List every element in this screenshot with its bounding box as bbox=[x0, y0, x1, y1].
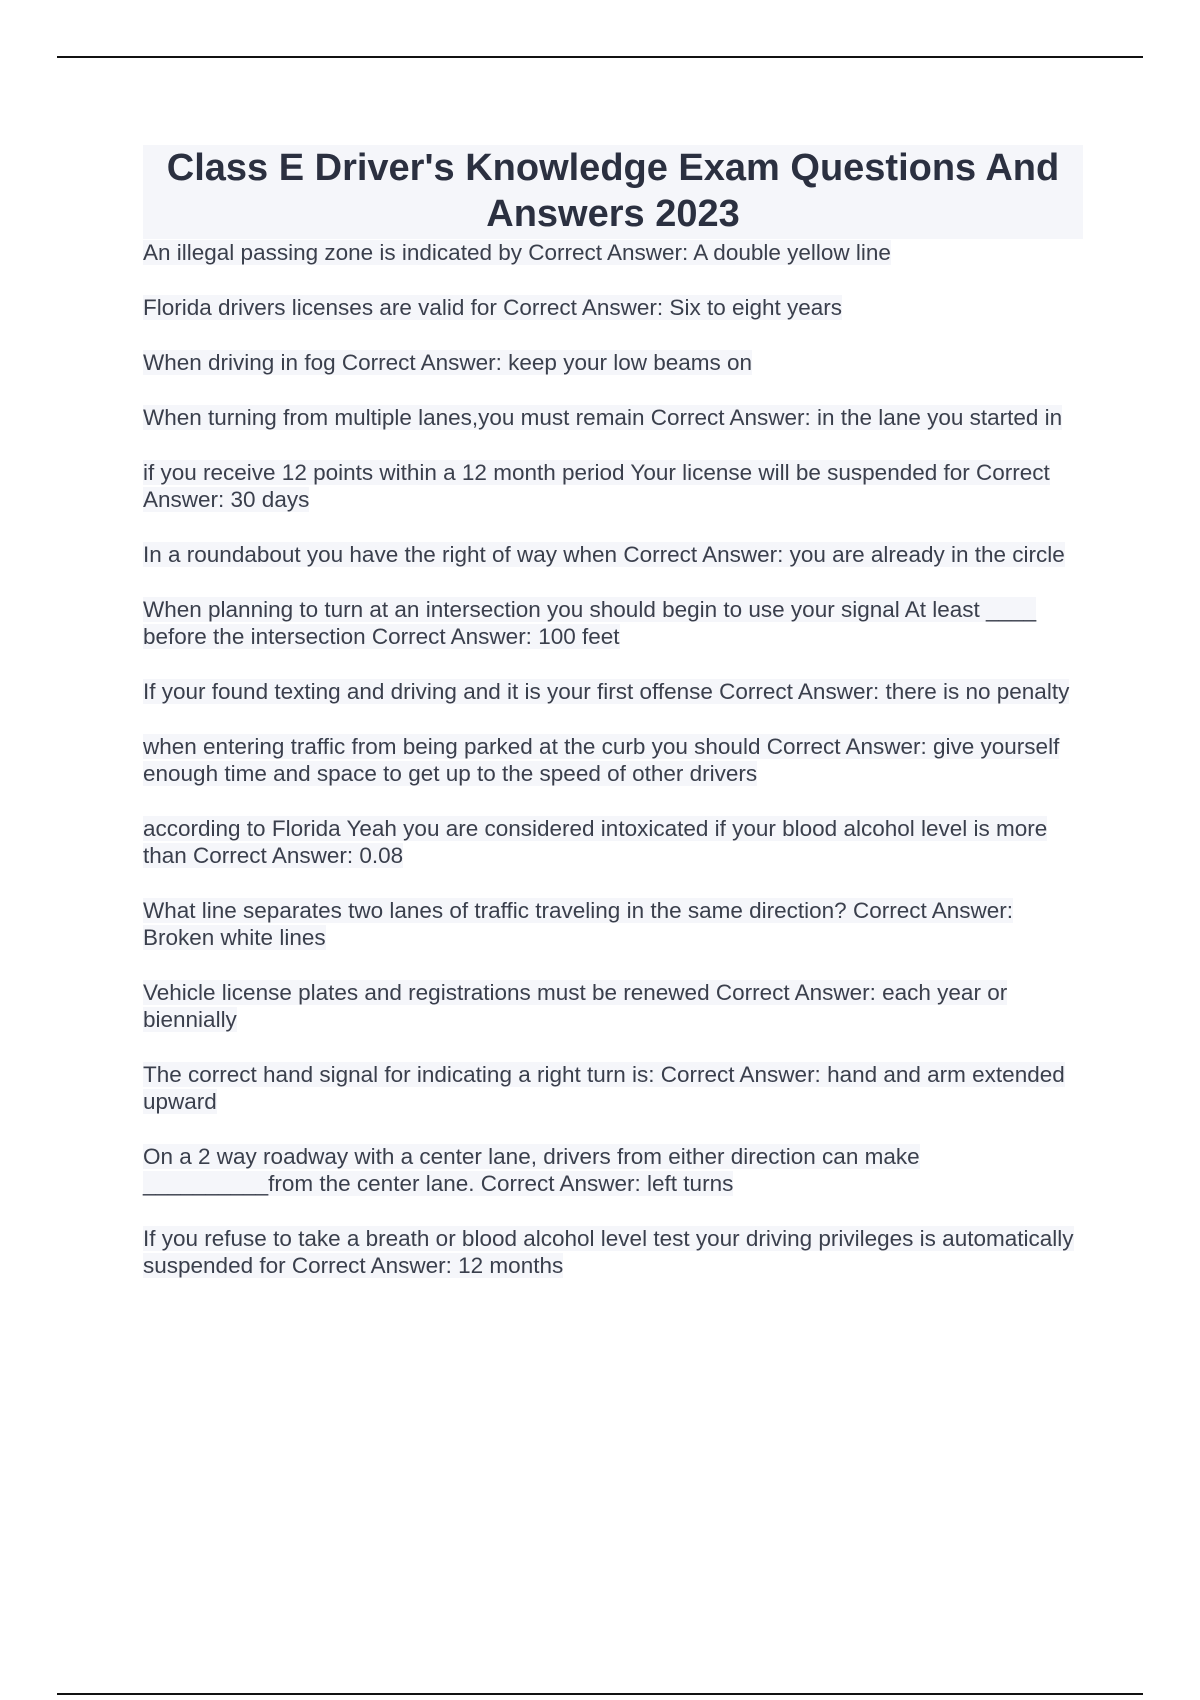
qa-text: The correct hand signal for indicating a right turn is: Correct Answer: hand and arm extended upward bbox=[143, 1062, 1065, 1114]
qa-item bbox=[143, 239, 1083, 266]
top-rule bbox=[57, 56, 1143, 58]
qa-item bbox=[143, 596, 1083, 650]
qa-item bbox=[143, 897, 1083, 951]
bottom-rule bbox=[57, 1693, 1143, 1695]
qa-text: On a 2 way roadway with a center lane, drivers from either direction can make __________from the center lane. Correct Answer: left turns bbox=[143, 1144, 920, 1196]
qa-item bbox=[143, 404, 1083, 431]
qa-text: When turning from multiple lanes,you must remain Correct Answer: in the lane you started in bbox=[143, 405, 1063, 430]
qa-item bbox=[143, 733, 1083, 787]
qa-item bbox=[143, 294, 1083, 321]
qa-text: When driving in fog Correct Answer: keep your low beams on bbox=[143, 350, 753, 375]
qa-text: Vehicle license plates and registrations must be renewed Correct Answer: each year or biennially bbox=[143, 980, 1008, 1032]
qa-item bbox=[143, 979, 1083, 1033]
qa-text: Florida drivers licenses are valid for Correct Answer: Six to eight years bbox=[143, 295, 843, 320]
qa-item bbox=[143, 541, 1083, 568]
qa-text: In a roundabout you have the right of way when Correct Answer: you are already in the circle bbox=[143, 542, 1065, 567]
qa-text: if you receive 12 points within a 12 month period Your license will be suspended for Correct Answer: 30 days bbox=[143, 460, 1050, 512]
qa-item bbox=[143, 678, 1083, 705]
qa-text: What line separates two lanes of traffic traveling in the same direction? Correct Answer: Broken white lines bbox=[143, 898, 1013, 950]
document-title: Class E Driver's Knowledge Exam Questions And Answers 2023 bbox=[166, 147, 1060, 235]
title-box bbox=[143, 145, 1083, 239]
qa-item bbox=[143, 349, 1083, 376]
qa-text: When planning to turn at an intersection you should begin to use your signal At least ____ before the intersection Correct Answer: 100 feet bbox=[143, 597, 1037, 649]
qa-text: according to Florida Yeah you are considered intoxicated if your blood alcohol level is more than Correct Answer: 0.08 bbox=[143, 816, 1048, 868]
qa-item bbox=[143, 459, 1083, 513]
qa-item bbox=[143, 1143, 1083, 1197]
document-body bbox=[143, 145, 1083, 1307]
qa-item bbox=[143, 815, 1083, 869]
qa-item bbox=[143, 1225, 1083, 1279]
qa-item bbox=[143, 1061, 1083, 1115]
qa-list bbox=[143, 239, 1083, 1279]
qa-text: when entering traffic from being parked at the curb you should Correct Answer: give yourself enough time and space to get up to the speed of other drivers bbox=[143, 734, 1060, 786]
qa-text: If your found texting and driving and it is your first offense Correct Answer: there is no penalty bbox=[143, 679, 1070, 704]
qa-text: An illegal passing zone is indicated by Correct Answer: A double yellow line bbox=[143, 240, 891, 265]
qa-text: If you refuse to take a breath or blood alcohol level test your driving privileges is automatically suspended for Correct Answer: 12 months bbox=[143, 1226, 1074, 1278]
